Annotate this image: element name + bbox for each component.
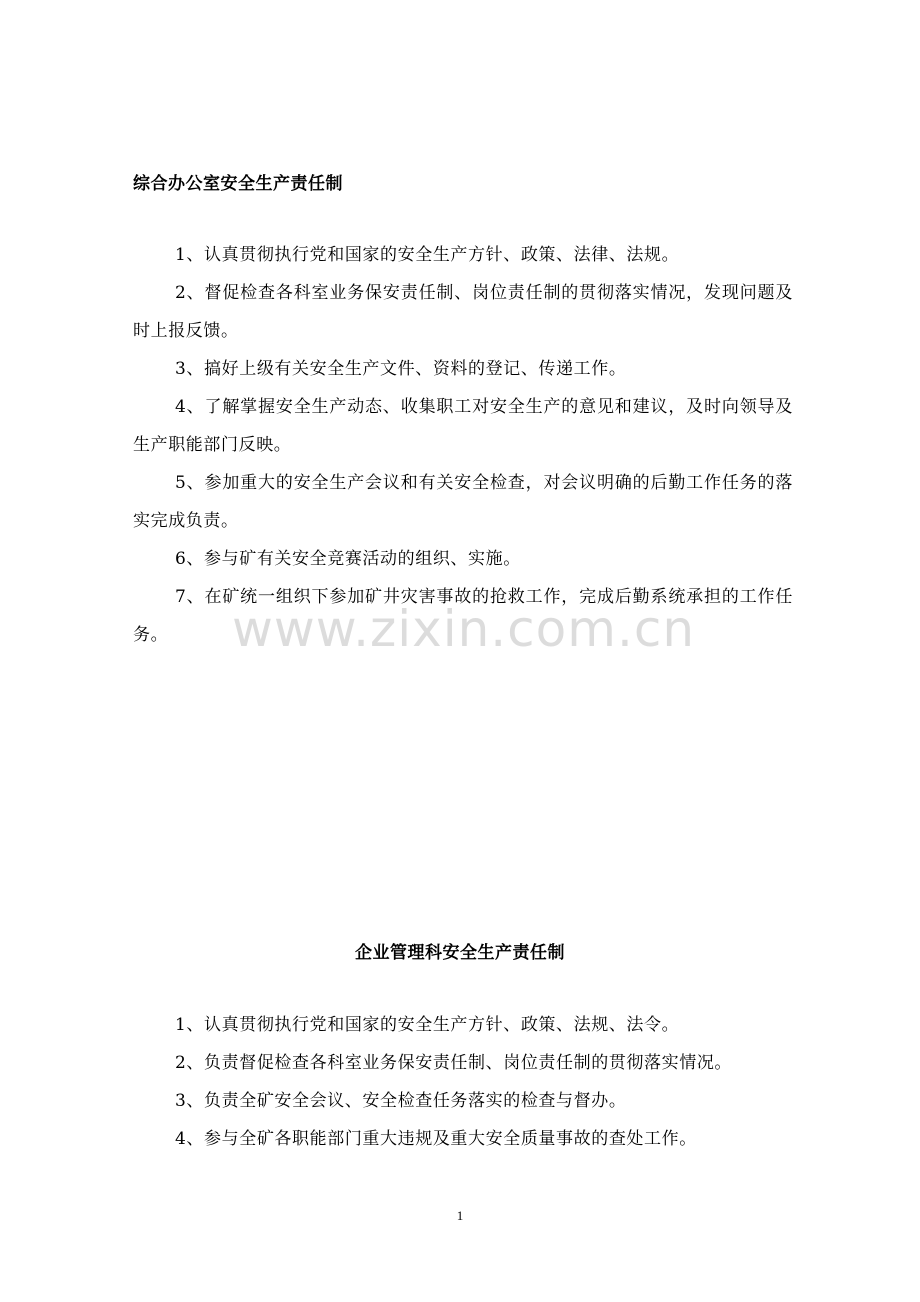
section1-item-1: 1、认真贯彻执行党和国家的安全生产方针、政策、法律、法规。 xyxy=(175,245,680,265)
section2-title: 企业管理科安全生产责任制 xyxy=(355,943,565,963)
section1-item-4: 4、了解掌握安全生产动态、收集职工对安全生产的意见和建议，及时向领导及生产职能部门反映。 xyxy=(133,397,793,455)
section1-item-5: 5、参加重大的安全生产会议和有关安全检查，对会议明确的后勤工作任务的落实完成负责。 xyxy=(133,473,793,531)
section1-title: 综合办公室安全生产责任制 xyxy=(133,174,343,194)
section2-item-3: 3、负责全矿安全会议、安全检查任务落实的检查与督办。 xyxy=(175,1091,627,1111)
section2-item-2: 2、负责督促检查各科室业务保安责任制、岗位责任制的贯彻落实情况。 xyxy=(175,1053,733,1073)
section1-item-2: 2、督促检查各科室业务保安责任制、岗位责任制的贯彻落实情况，发现问题及时上报反馈。 xyxy=(133,283,793,341)
section1-list xyxy=(133,236,793,654)
section2-item-1: 1、认真贯彻执行党和国家的安全生产方针、政策、法规、法令。 xyxy=(175,1015,680,1035)
section1-item-6: 6、参与矿有关安全竞赛活动的组织、实施。 xyxy=(175,549,521,569)
page-number: 1 xyxy=(456,1208,464,1223)
watermark: www.zixin.com.cn xyxy=(232,600,696,658)
section2-list xyxy=(133,1006,793,1158)
section1-item-7: 7、在矿统一组织下参加矿井灾害事故的抢救工作，完成后勤系统承担的工作任务。 xyxy=(133,587,793,645)
section2-item-4: 4、参与全矿各职能部门重大违规及重大安全质量事故的查处工作。 xyxy=(175,1129,697,1149)
section1-item-3: 3、搞好上级有关安全生产文件、资料的登记、传递工作。 xyxy=(175,359,627,379)
